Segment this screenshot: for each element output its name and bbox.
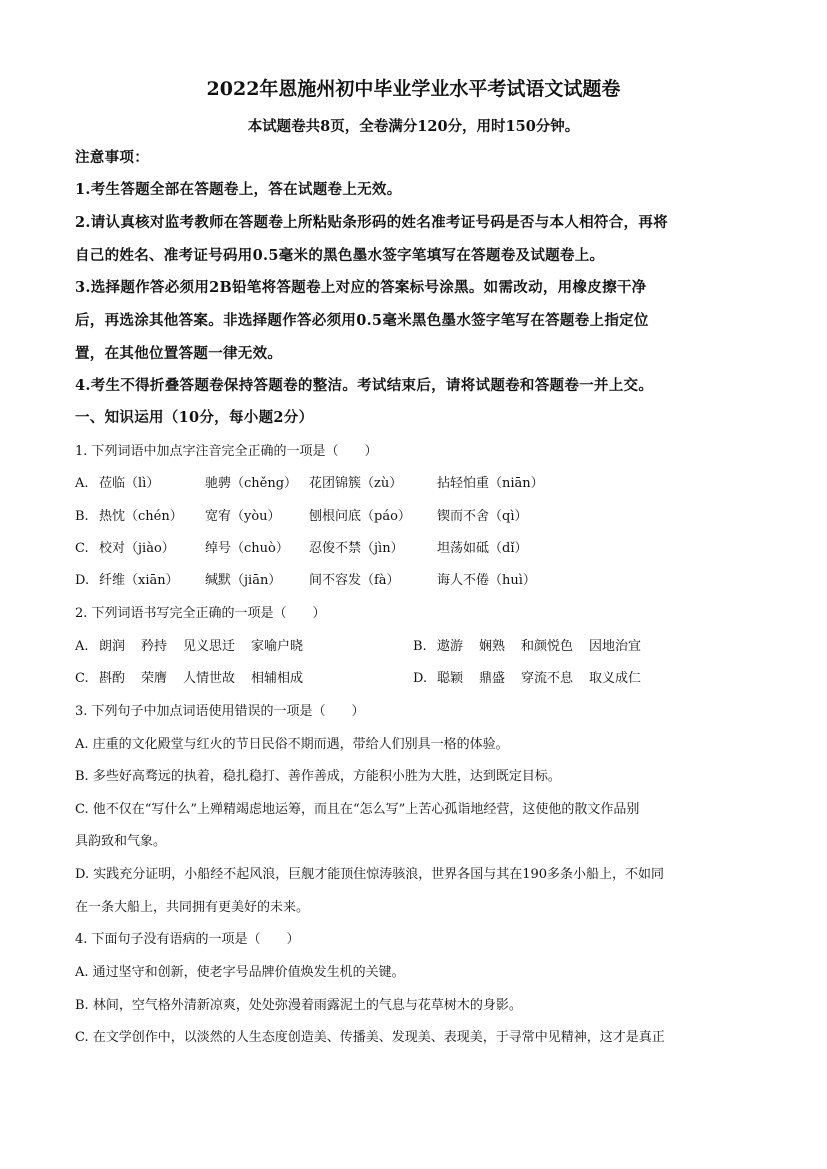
- option-word: 取义成仁: [589, 671, 642, 686]
- option-word: 聪颖: [437, 671, 464, 686]
- option-label: A.: [75, 476, 89, 491]
- option-label: B.: [413, 639, 427, 654]
- question-1-option-d: [75, 569, 577, 588]
- notice-line: 2.请认真核对监考教师在答题卷上所粘贴条形码的姓名准考证号码是否与本人相符合，再将: [75, 214, 668, 231]
- question-2-options-row: [75, 635, 751, 654]
- notice-line: 置，在其他位置答题一律无效。: [75, 345, 283, 362]
- page-subtitle: 本试题卷共8页，全卷满分120分，用时150分钟。: [247, 118, 580, 135]
- question-3-option-c-cont: 具韵致和气象。: [75, 834, 167, 849]
- option-word: 花团锦簇（zù）: [309, 476, 403, 491]
- option-word: 缄默（jiān）: [205, 573, 282, 588]
- option-label: C.: [75, 671, 89, 686]
- question-2-option-a: [75, 635, 413, 654]
- question-3-option-b: B. 多些好高骛远的执着，稳扎稳打、善作善成，方能积小胜为大胜，达到既定目标。: [75, 769, 561, 784]
- option-word: 和颜悦色: [521, 639, 574, 654]
- option-word: 家喻户晓: [251, 639, 304, 654]
- option-label: A.: [75, 639, 89, 654]
- option-label: B.: [75, 509, 89, 524]
- option-word: 绰号（chuò）: [205, 541, 289, 556]
- question-3-option-c: C. 他不仅在“写什么”上殚精竭虑地运筹，而且在“怎么写”上苦心孤诣地经营，这使他的散文作品别: [75, 802, 640, 817]
- option-word: 间不容发（fà）: [309, 573, 400, 588]
- option-word: 相辅相成: [251, 671, 304, 686]
- option-word: 校对（jiào）: [99, 541, 175, 556]
- option-word: 斟酌: [99, 671, 126, 686]
- option-word: 人情世故: [183, 671, 236, 686]
- option-word: 矜持: [141, 639, 168, 654]
- question-4-option-a: A. 通过坚守和创新，使老字号品牌价值焕发生机的关键。: [75, 965, 405, 980]
- option-word: 锲而不舍（qì）: [437, 509, 528, 524]
- notice-line: 4.考生不得折叠答题卷保持答题卷的整洁。考试结束后，请将试题卷和答题卷一并上交。: [75, 377, 654, 394]
- question-3-stem: 3. 下列句子中加点词语使用错误的一项是（ ）: [75, 704, 365, 719]
- option-word: 莅临（lì）: [99, 476, 160, 491]
- question-2-option-d: [413, 667, 751, 686]
- option-word: 诲人不倦（huì）: [437, 573, 536, 588]
- question-3-option-d: D. 实践充分证明，小船经不起风浪，巨舰才能顶住惊涛骇浪，世界各国与其在190多条小船上，不如同: [75, 867, 665, 882]
- option-word: 忍俊不禁（jìn）: [309, 541, 404, 556]
- option-word: 拈轻怕重（niān）: [437, 476, 544, 491]
- option-label: D.: [413, 671, 428, 686]
- option-word: 遨游: [437, 639, 464, 654]
- option-word: 宽宥（yòu）: [205, 509, 281, 524]
- question-1-option-b: [75, 505, 577, 524]
- option-word: 坦荡如砥（dǐ）: [437, 541, 528, 556]
- option-word: 娴熟: [479, 639, 506, 654]
- option-word: 刨根问底（páo）: [309, 509, 411, 524]
- question-3-option-a: A. 庄重的文化殿堂与红火的节日民俗不期而遇，带给人们别具一格的体验。: [75, 737, 509, 752]
- question-1-stem: 1. 下列词语中加点字注音完全正确的一项是（ ）: [75, 444, 378, 459]
- question-2-option-b: [413, 635, 751, 654]
- notice-line: 1.考生答题全部在答题卷上，答在试题卷上无效。: [75, 181, 402, 198]
- question-4-option-c: C. 在文学创作中，以淡然的人生态度创造美、传播美、发现美、表现美，于寻常中见精神，这才是真正: [75, 1030, 665, 1045]
- option-label: D.: [75, 573, 90, 588]
- notice-line: 自己的姓名、准考证号码用0.5毫米的黑色墨水签字笔填写在答题卷及试题卷上。: [75, 247, 605, 264]
- notice-line: 后，再选涂其他答案。非选择题作答必须用0.5毫米黑色墨水签字笔写在答题卷上指定位: [75, 312, 649, 329]
- notice-heading: 注意事项：: [75, 149, 149, 166]
- question-2-option-c: [75, 667, 413, 686]
- question-2-options-row: [75, 667, 751, 686]
- option-word: 热忱（chén）: [99, 509, 183, 524]
- option-word: 驰骋（chěng）: [205, 476, 298, 491]
- section-heading: 一、知识运用（10分，每小题2分）: [75, 409, 314, 426]
- option-word: 朗润: [99, 639, 126, 654]
- question-1-option-c: [75, 537, 577, 556]
- option-word: 鼎盛: [479, 671, 506, 686]
- notice-line: 3.选择题作答必须用2B铅笔将答题卷上对应的答案标号涂黑。如需改动，用橡皮擦干净: [75, 279, 647, 296]
- question-4-stem: 4. 下面句子没有语病的一项是（ ）: [75, 932, 300, 947]
- option-word: 穿流不息: [521, 671, 574, 686]
- option-label: C.: [75, 541, 89, 556]
- option-word: 荣膺: [141, 671, 168, 686]
- question-2-stem: 2. 下列词语书写完全正确的一项是（ ）: [75, 606, 326, 621]
- option-word: 纤维（xiān）: [99, 573, 179, 588]
- question-1-option-a: [75, 472, 577, 491]
- question-3-option-d-cont: 在一条大船上，共同拥有更美好的未来。: [75, 900, 310, 915]
- question-4-option-b: B. 林间，空气格外清新凉爽，处处弥漫着雨露泥土的气息与花草树木的身影。: [75, 998, 522, 1013]
- option-word: 因地治宜: [589, 639, 642, 654]
- option-word: 见义思迁: [183, 639, 236, 654]
- page-title: 2022年恩施州初中毕业学业水平考试语文试题卷: [206, 78, 621, 100]
